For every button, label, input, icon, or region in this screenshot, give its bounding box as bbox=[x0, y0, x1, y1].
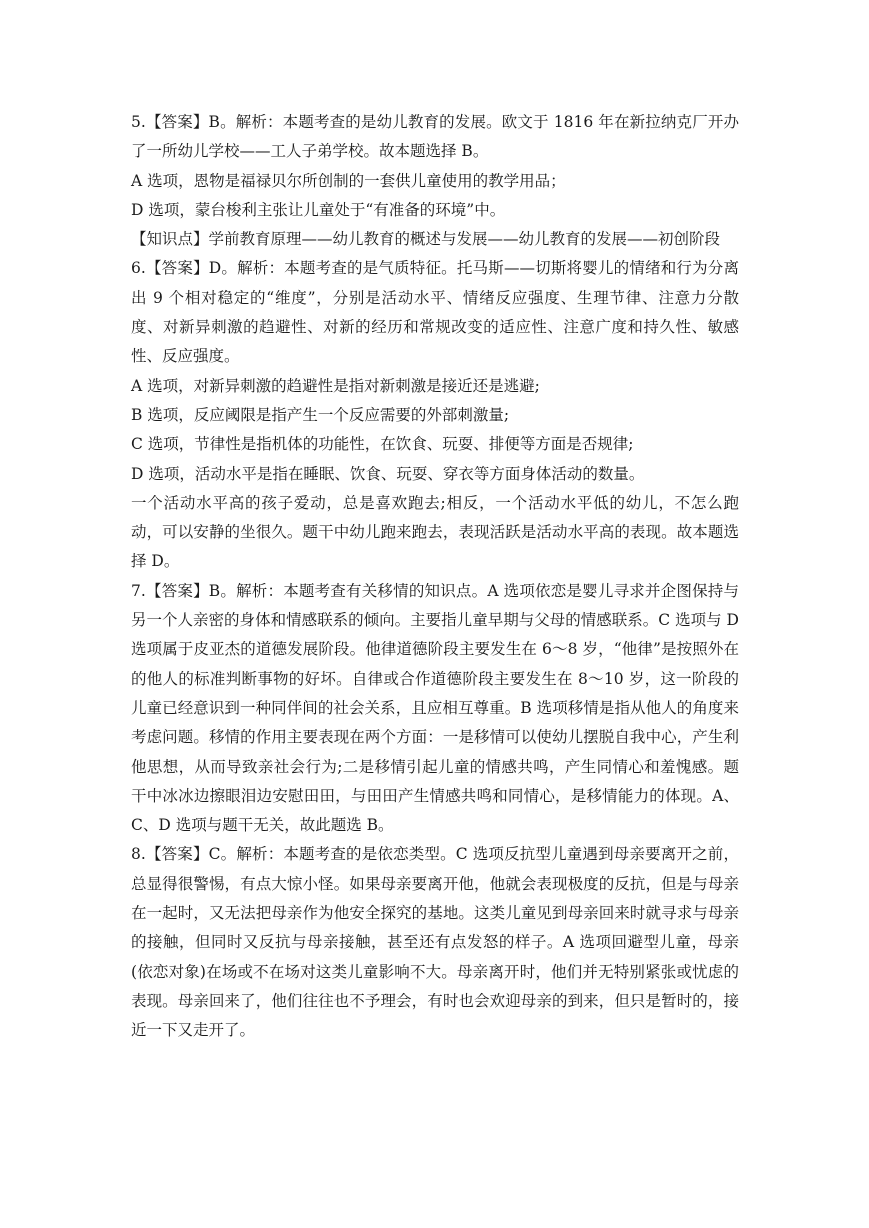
answer-5-option-d: D 选项，蒙台梭利主张让儿童处于“有准备的环境”中。 bbox=[131, 200, 506, 219]
answer-6-conclusion: 一个活动水平高的孩子爱动，总是喜欢跑去;相反，一个活动水平低的幼儿，不怎么跑动，可以安静的坐很久。题干中幼儿跑来跑去，表现活跃是活动水平高的表现。故本题选择 D。 bbox=[131, 493, 739, 571]
answer-5-option-a: A 选项，恩物是福禄贝尔所创制的一套供儿童使用的教学用品； bbox=[131, 171, 566, 190]
answer-explanations bbox=[131, 108, 739, 1046]
answer-6-option-a: A 选项，对新异刺激的趋避性是指对新刺激是接近还是逃避; bbox=[131, 376, 540, 395]
knowledge-point: 【知识点】学前教育原理——幼儿教育的概述与发展——幼儿教育的发展——初创阶段 bbox=[131, 230, 721, 249]
answer-6-option-d: D 选项，活动水平是指在睡眠、饮食、玩耍、穿衣等方面身体活动的数量。 bbox=[131, 464, 645, 483]
answer-7-paragraph: 7.【答案】B。解析：本题考查有关移情的知识点。A 选项依恋是婴儿寻求并企图保持与另一个人亲密的身体和情感联系的倾向。主要指儿童早期与父母的情感联系。C 选项与 D 选项属于皮亚杰的道德发展阶段。他律道德阶段主要发生在 6～8 岁，“他律”是按照外在的他人的标准判断事物的好坏。自律或合作道德阶段主要发生在 8～10 岁，这一阶段的儿童已经意识到一种同伴间的社会关系，且应相互尊重。B 选项移情是指从他人的角度来考虑问题。移情的作用主要表现在两个方面：一是移情可以使幼儿摆脱自我中心，产生利他思想，从而导致亲社会行为;二是移情引起儿童的情感共鸣，产生同情心和羞愧感。题干中冰冰边擦眼泪边安慰田田，与田田产生情感共鸣和同情心，是移情能力的体现。A、C、D 选项与题干无关，故此题选 B。 bbox=[131, 581, 739, 835]
answer-6-option-c: C 选项，节律性是指机体的功能性，在饮食、玩耍、排便等方面是否规律; bbox=[131, 435, 634, 454]
answer-5-paragraph: 5.【答案】B。解析：本题考查的是幼儿教育的发展。欧文于 1816 年在新拉纳克厂开办了一所幼儿学校——工人子弟学校。故本题选择 B。 bbox=[131, 113, 739, 161]
answer-6-option-b: B 选项，反应阈限是指产生一个反应需要的外部刺激量; bbox=[131, 405, 510, 424]
answer-8-paragraph: 8.【答案】C。解析：本题考查的是依恋类型。C 选项反抗型儿童遇到母亲要离开之前，总显得很警惕，有点大惊小怪。如果母亲要离开他，他就会表现极度的反抗，但是与母亲在一起时，又无法把母亲作为他安全探究的基地。这类儿童见到母亲回来时就寻求与母亲的接触，但同时又反抗与母亲接触，甚至还有点发怒的样子。A 选项回避型儿童，母亲(依恋对象)在场或不在场对这类儿童影响不大。母亲离开时，他们并无特别紧张或忧虑的表现。母亲回来了，他们往往也不予理会，有时也会欢迎母亲的到来，但只是暂时的，接近一下又走开了。 bbox=[131, 845, 739, 1040]
answer-6-paragraph: 6.【答案】D。解析：本题考查的是气质特征。托马斯——切斯将婴儿的情绪和行为分离出 9 个相对稳定的“维度”，分别是活动水平、情绪反应强度、生理节律、注意力分散度、对新异刺激的趋避性、对新的经历和常规改变的适应性、注意广度和持久性、敏感性、反应强度。 bbox=[131, 259, 739, 366]
